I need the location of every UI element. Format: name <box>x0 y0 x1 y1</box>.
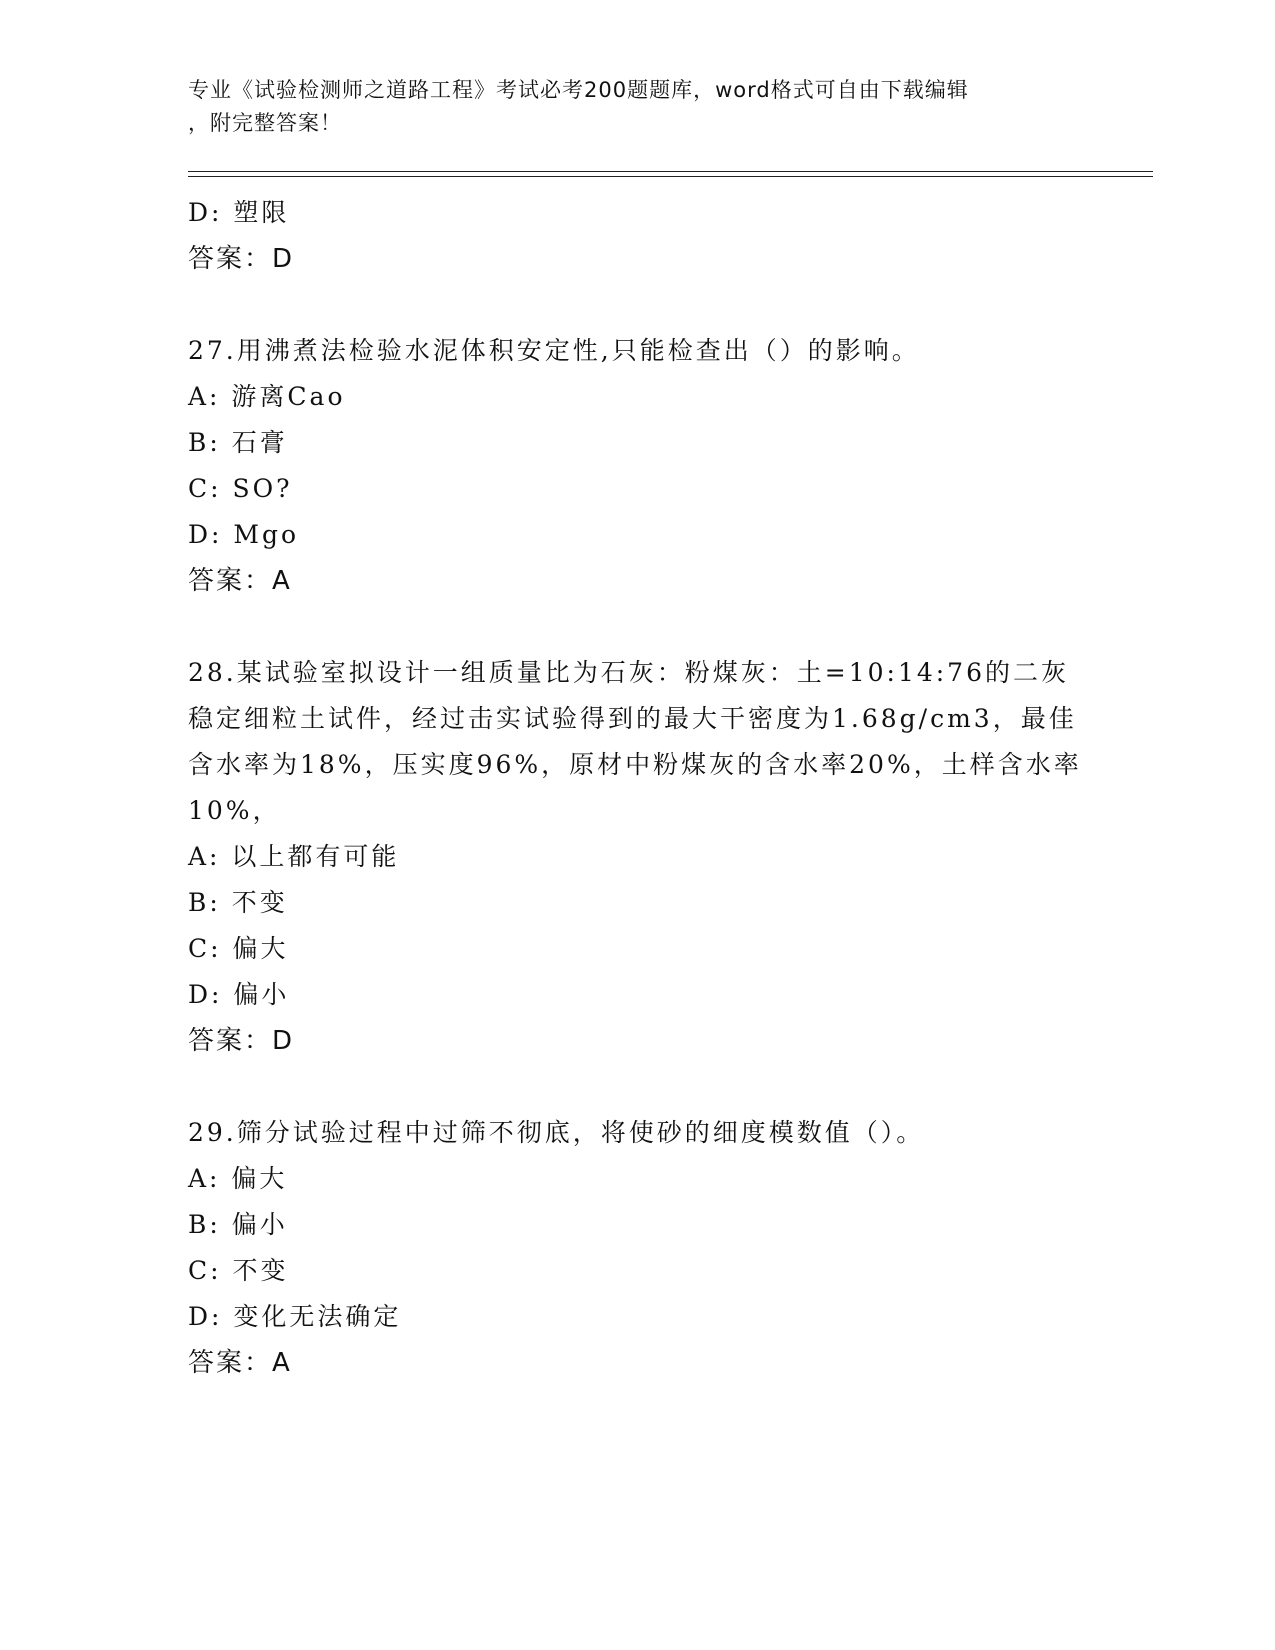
question-stem-line-1: 28.某试验室拟设计一组质量比为石灰：粉煤灰：土=10:14:76的二灰 <box>188 658 1069 687</box>
document-body <box>188 190 1088 1386</box>
option-c: C: 不变 <box>188 1256 289 1285</box>
question-28 <box>188 650 1088 1064</box>
question-stem: 27.用沸煮法检验水泥体积安定性,只能检查出（）的影响。 <box>188 336 920 365</box>
question-stem: 29.筛分试验过程中过筛不彻底，将使砂的细度模数值（）。 <box>188 1118 925 1147</box>
answer-line: 答案：A <box>188 566 292 596</box>
header-title-line-1: 专业《试验检测师之道路工程》考试必考200题题库，word格式可自由下载编辑 <box>188 78 969 102</box>
option-b: B: 偏小 <box>188 1210 288 1239</box>
question-29 <box>188 1110 1088 1386</box>
option-b: B: 石膏 <box>188 428 288 457</box>
option-a: A: 以上都有可能 <box>188 842 400 871</box>
option-d: D: 变化无法确定 <box>188 1302 402 1331</box>
answer-line: 答案：A <box>188 1348 292 1378</box>
header-title-line-2: ，附完整答案！ <box>188 111 342 135</box>
option-c: C: SO? <box>188 474 293 503</box>
header-divider-top <box>188 171 1153 172</box>
option-d: D: Mgo <box>188 520 300 549</box>
option-c: C: 偏大 <box>188 934 289 963</box>
spacer <box>188 1064 1088 1110</box>
header-divider-bottom <box>188 176 1153 177</box>
spacer <box>188 604 1088 650</box>
question-stem-line-4: 10%， <box>188 796 281 825</box>
option-d: D: 塑限 <box>188 198 290 227</box>
option-b: B: 不变 <box>188 888 288 917</box>
question-stem-line-2: 稳定细粒土试件，经过击实试验得到的最大干密度为1.68g/cm3，最佳 <box>188 704 1077 733</box>
option-a: A: 偏大 <box>188 1164 288 1193</box>
option-a: A: 游离Cao <box>188 382 346 411</box>
document-header <box>188 74 1068 140</box>
option-d: D: 偏小 <box>188 980 290 1009</box>
question-27 <box>188 328 1088 604</box>
answer-line: 答案：D <box>188 244 295 274</box>
answer-line: 答案：D <box>188 1026 295 1056</box>
spacer <box>188 282 1088 328</box>
question-stem-line-3: 含水率为18%，压实度96%，原材中粉煤灰的含水率20%，土样含水率 <box>188 750 1082 779</box>
